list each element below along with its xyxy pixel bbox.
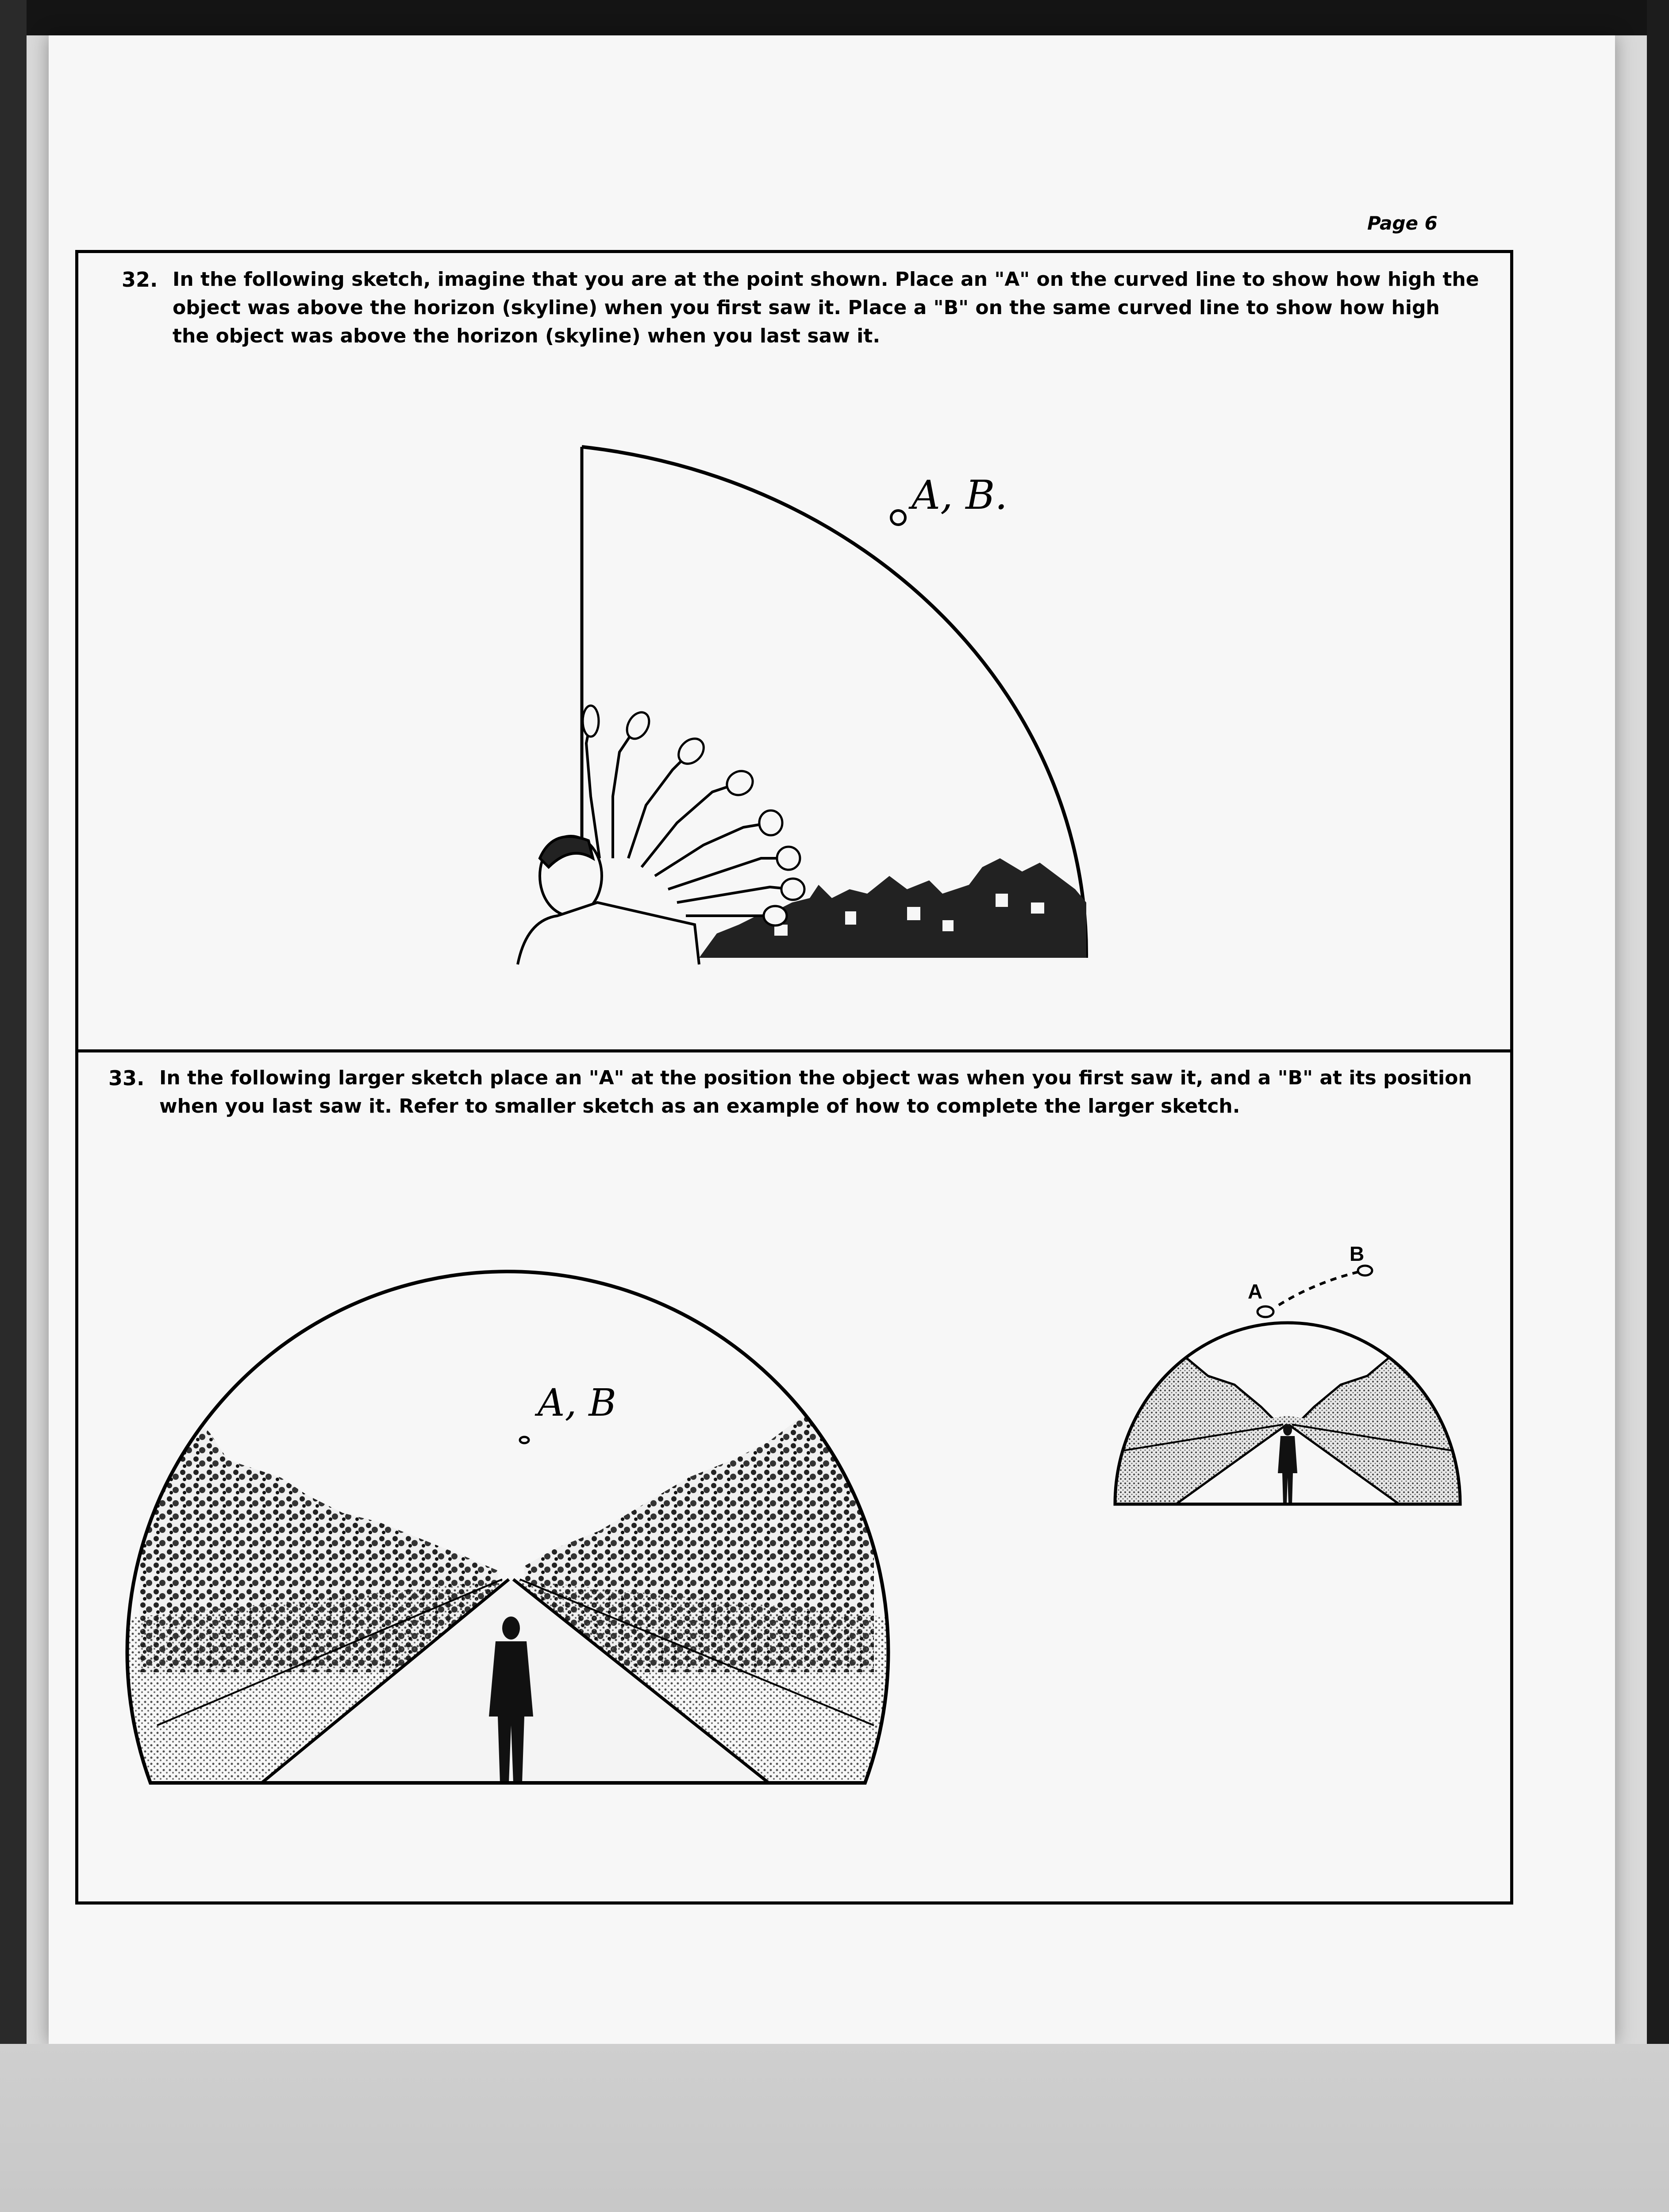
question-33-number: 33. [108,1066,145,1090]
question-32-text: In the following sketch, imagine that you are at the point shown. Place an "A" on the curved line to show how high the object was above the horizon (skyline) when you first saw it. Place a "B" on the same curved line to show how high the object was above the horizon (skyline) when you last saw it. [173,268,1479,347]
film-border-left [0,0,27,2212]
q33-example-sketch [1093,1239,1482,1513]
q32-sketch [509,434,1150,973]
q32-answer-mark [891,511,905,525]
skyline-silhouette [699,858,1086,958]
question-33-text: In the following larger sketch place an "A" at the position the object was when you first saw it, and a "B" at its position when you last saw it. Refer to smaller sketch as an example of how to complete the larger sketch. [159,1067,1472,1118]
pointing-person [518,836,699,964]
example-label-a: A [1248,1280,1263,1303]
question-divider [78,1049,1510,1052]
example-label-b: B [1350,1242,1365,1265]
question-32 [122,265,1480,350]
film-margin-bottom [0,2044,1669,2212]
example-point-b [1358,1266,1372,1275]
example-dashed-path [1279,1272,1358,1305]
example-point-a [1258,1306,1273,1317]
question-32-number: 32. [122,268,158,292]
q32-handwritten-answer: A, B. [911,472,1008,518]
film-border-right [1647,0,1669,2212]
pointing-hands [583,706,804,926]
question-33 [108,1064,1489,1121]
film-border-top [0,0,1669,35]
page-number: Page 6 [1367,212,1438,234]
q33-large-sketch [113,1230,909,1796]
q33-handwritten-answer: A, B [538,1381,616,1425]
